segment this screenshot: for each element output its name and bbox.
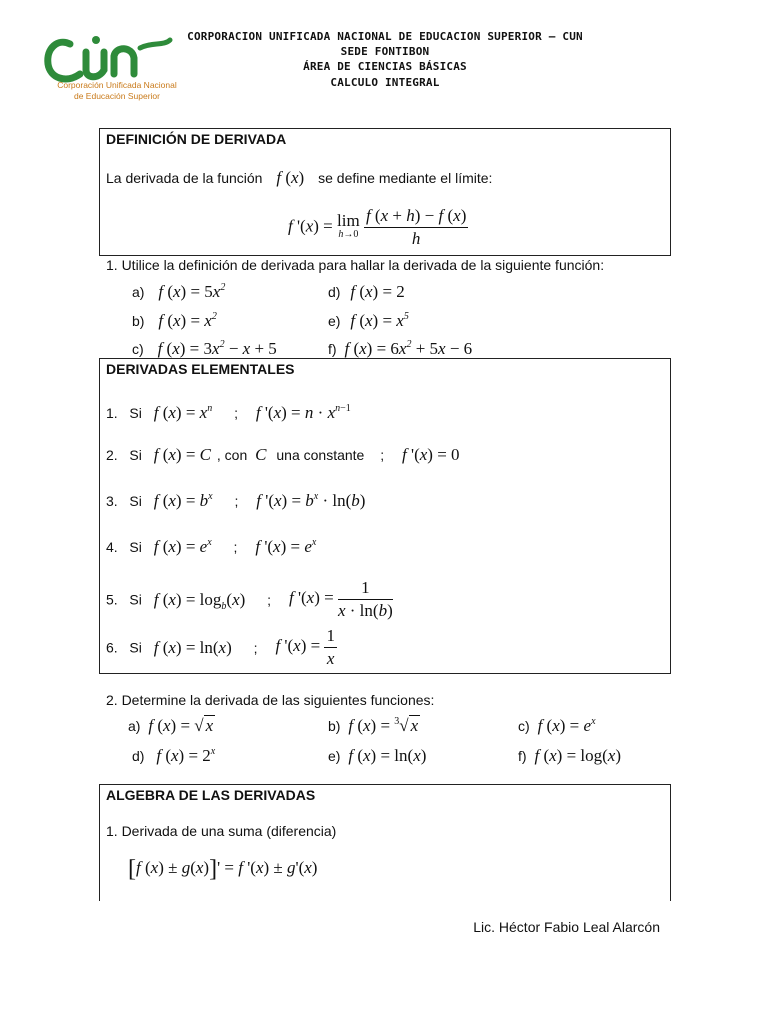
rule-1: 1. Si f $(x) = x^n$ ; f '$(x) = n \cdot x^{n-1}$	[106, 403, 351, 422]
rule-2: 2. Si f (x) = C , con C una constante ; f '(x) = 0	[106, 445, 460, 464]
exercise1-d: d) f (x) = 2	[328, 282, 405, 301]
header-institution: CORPORACION UNIFICADA NACIONAL DE EDUCACION SUPERIOR – CUN	[187, 30, 583, 43]
header-campus: SEDE FONTIBON	[340, 45, 430, 58]
derivative-limit-formula: f '(x) = lim h→0 $\frac{f (x + h) - f (x)}{h}$	[288, 206, 467, 248]
logo-caption: Corporación Unificada Nacional de Educación Superior	[57, 80, 177, 101]
exercise1-b: b) f $(x) = x^2$	[132, 311, 217, 330]
elementary-title: DERIVADAS ELEMENTALES	[106, 361, 295, 377]
definition-title: DEFINICIÓN DE DERIVADA	[106, 131, 287, 147]
exercise2-b: b) f (x) = $^3$√ x	[328, 716, 419, 735]
author-signature: Lic. Héctor Fabio Leal Alarcón	[473, 919, 660, 935]
exercise1-f: f) f $(x) = 6x^2 + 5x - 6$	[328, 339, 473, 358]
header-course: CALCULO INTEGRAL	[330, 76, 440, 89]
algebra-title: ALGEBRA DE LAS DERIVADAS	[106, 787, 316, 803]
exercise2-e: e) f (x) = ln(x)	[328, 746, 427, 765]
sum-rule-formula: [f (x) ± g(x)]' = f '(x) ± g'(x)	[128, 856, 318, 882]
exercise2-a: a) f (x) = √ x	[128, 716, 214, 735]
exercise1-prompt: 1. Utilice la definición de derivada para hallar la derivada de la siguiente función:	[106, 257, 605, 273]
rule-6: 6. Si f (x) = ln(x) ; f '(x) = $\frac{1}{x}$	[106, 626, 335, 668]
definition-intro: La derivada de la función f (x) se define mediante el límite:	[106, 168, 493, 187]
exercise2-c: c) f $(x) = e^x$	[518, 716, 596, 735]
exercise2-prompt: 2. Determine la derivada de las siguientes funciones:	[106, 692, 435, 708]
rule-3: 3. Si f $(x) = b^x$ ; f '$(x) = b^x \cdot \ln(b)$	[106, 491, 366, 510]
exercise1-c: c) f $(x) = 3x^2 - x + 5$	[132, 339, 277, 358]
exercise2-f: f) f (x) = log(x)	[518, 746, 622, 765]
exercise1-e: e) f $(x) = x^5$	[328, 311, 409, 330]
rule-4: 4. Si f $(x) = e^x$ ; f '$(x) = e^x$	[106, 537, 317, 556]
header-area: ÁREA DE CIENCIAS BÁSICAS	[303, 60, 467, 73]
rule-5: 5. Si f $(x) = \log_b(x)$ ; f '(x) = $\frac{1}{x \cdot \ln(b)}$	[106, 578, 393, 620]
exercise1-a: a) f $(x) = 5x^2$	[132, 282, 226, 301]
algebra-item-1: 1. Derivada de una suma (diferencia)	[106, 823, 337, 839]
exercise2-d: d) f $(x) = 2^x$	[132, 746, 216, 765]
